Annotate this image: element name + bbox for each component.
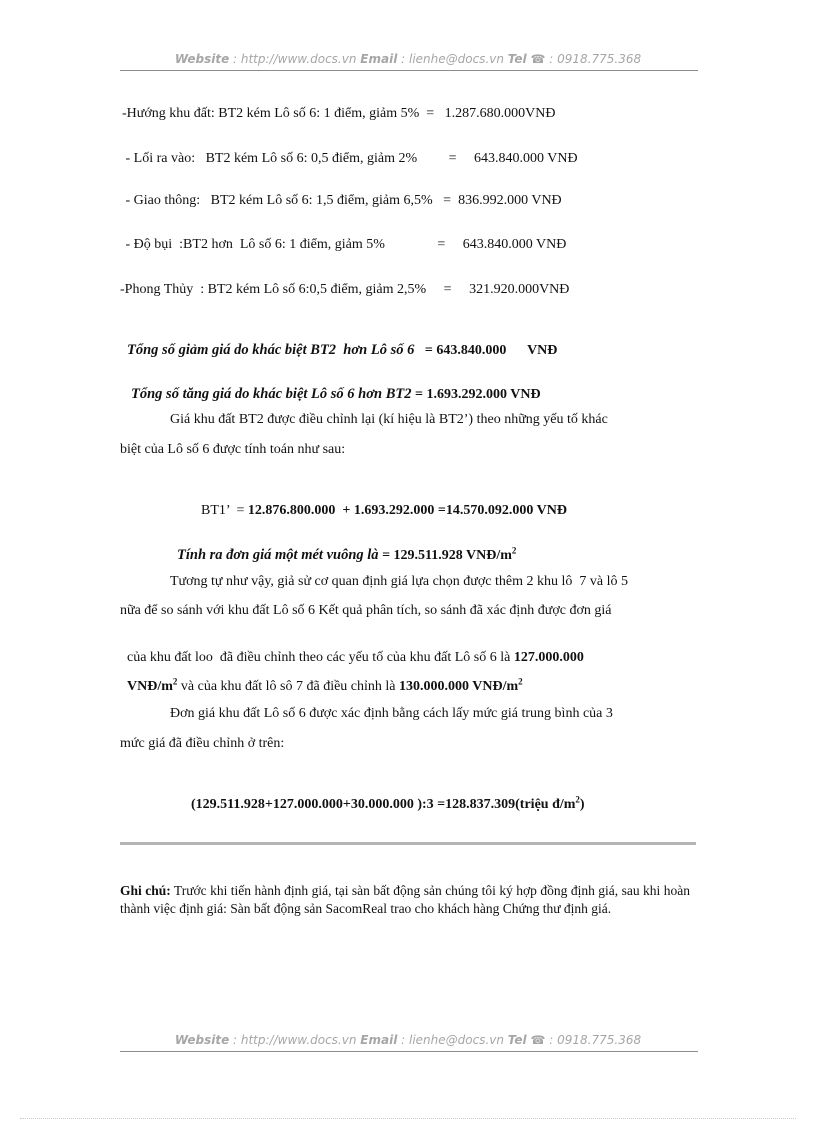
note-text: Trước khi tiến hành định giá, tại sàn bất động sản chúng tôi ký hợp đồng định giá, sau khi hoàn thành việc định giá: Sàn bất động sản SacomReal trao cho khách hàng Chứng thư định giá.: [120, 883, 690, 916]
formula-bt1-value: 12.876.800.000 + 1.693.292.000 =14.570.092.000 VNĐ: [247, 503, 567, 518]
paragraph-2-line-3-text: của khu đất loo đã điều chỉnh theo các yếu tố của khu đất Lô số 6 là: [127, 650, 514, 665]
footer-email-label: Email: [360, 1033, 398, 1047]
email-value: : lienhe@docs.vn: [397, 52, 508, 66]
adjustment-traffic: - Giao thông: BT2 kém Lô số 6: 1,5 điểm, giảm 6,5% = 836.992.000 VNĐ: [122, 193, 562, 208]
formula-average-close: ): [579, 797, 585, 812]
paragraph-3-line-2: mức giá đã điều chỉnh ở trên:: [120, 736, 285, 751]
paragraph-2-price-lot6: 127.000.000: [513, 650, 584, 665]
formula-average-sup: 2: [575, 794, 580, 805]
unit-price-label: Tính ra đơn giá một mét vuông là: [177, 547, 379, 563]
unit-price: [170, 528, 516, 565]
footer-website-label: Website: [174, 1033, 230, 1047]
unit-price-sup: 2: [511, 545, 517, 556]
page-edge-dotted-line: [20, 1118, 796, 1119]
formula-average: [184, 778, 585, 814]
tel-value: : 0918.775.368: [545, 52, 642, 66]
adjustment-direction: -Hướng khu đất: BT2 kém Lô số 6: 1 điểm, giảm 5% = 1.287.680.000VNĐ: [122, 106, 556, 121]
formula-bt1: [194, 484, 567, 520]
formula-average-value: (129.511.928+127.000.000+30.000.000 ):3 =128.837.309(triệu đ/m: [191, 797, 576, 812]
total-increase: [124, 367, 541, 404]
total-increase-value: = 1.693.292.000 VNĐ: [411, 387, 541, 402]
paragraph-3-line-1: Đơn giá khu đất Lô số 6 được xác định bằng cách lấy mức giá trung bình của 3: [170, 706, 613, 721]
paragraph-2-sup-1: 2: [172, 676, 178, 687]
email-label: Email: [360, 52, 398, 66]
paragraph-1-line-1: Giá khu đất BT2 được điều chỉnh lại (kí hiệu là BT2’) theo những yếu tố khác: [170, 412, 608, 427]
paragraph-2-line-4-text: và của khu đất lô sô 7 đã điều chỉnh là: [177, 679, 399, 694]
tel-label: Tel: [507, 52, 527, 66]
website-label: Website: [174, 52, 230, 66]
adjustment-dust: - Độ bụi :BT2 hơn Lô số 6: 1 điểm, giảm 5% = 643.840.000 VNĐ: [122, 237, 567, 252]
paragraph-2-unit-1: VNĐ/m: [127, 679, 173, 694]
paragraph-2-line-4: [120, 660, 523, 696]
total-increase-label: Tổng số tăng giá do khác biệt Lô số 6 hơn BT2: [131, 386, 412, 402]
footer-website-value: : http://www.docs.vn: [229, 1033, 361, 1047]
footer-rule: [120, 1051, 698, 1052]
footer-tel-value: : 0918.775.368: [545, 1033, 642, 1047]
total-decrease: [120, 323, 557, 360]
page-header: [0, 52, 816, 66]
paragraph-1-line-2: biệt của Lô số 6 được tính toán như sau:: [120, 442, 346, 457]
paragraph-2-price-lot7: 130.000.000 VNĐ/m: [399, 679, 519, 694]
header-rule: [120, 70, 698, 71]
note-label: Ghi chú:: [120, 883, 171, 898]
total-decrease-label: Tổng số giảm giá do khác biệt BT2 hơn Lô số 6: [127, 342, 415, 358]
adjustment-access: - Lối ra vào: BT2 kém Lô số 6: 0,5 điểm, giảm 2% = 643.840.000 VNĐ: [122, 151, 578, 166]
formula-bt1-prefix: BT1’ =: [201, 503, 248, 518]
paragraph-2-line-1: Tương tự như vậy, giả sử cơ quan định giá lựa chọn được thêm 2 khu lô 7 và lô 5: [170, 574, 628, 589]
phone-icon: ☎: [530, 52, 546, 66]
footer-email-value: : lienhe@docs.vn: [397, 1033, 508, 1047]
paragraph-2-line-2: nữa để so sánh với khu đất Lô số 6 Kết quả phân tích, so sánh đã xác định được đơn giá: [120, 603, 612, 618]
section-separator: [120, 842, 696, 845]
adjustment-fengshui: -Phong Thủy : BT2 kém Lô số 6:0,5 điểm, giảm 2,5% = 321.920.000VNĐ: [120, 282, 570, 297]
unit-price-value: = 129.511.928 VNĐ/m: [378, 548, 512, 563]
total-decrease-value: = 643.840.000 VNĐ: [414, 343, 558, 358]
page-footer: [0, 1033, 816, 1047]
footer-phone-icon: ☎: [530, 1033, 546, 1047]
paragraph-2-sup-2: 2: [518, 676, 523, 687]
footer-tel-label: Tel: [507, 1033, 527, 1047]
website-value: : http://www.docs.vn: [229, 52, 361, 66]
note-block: [120, 882, 690, 918]
